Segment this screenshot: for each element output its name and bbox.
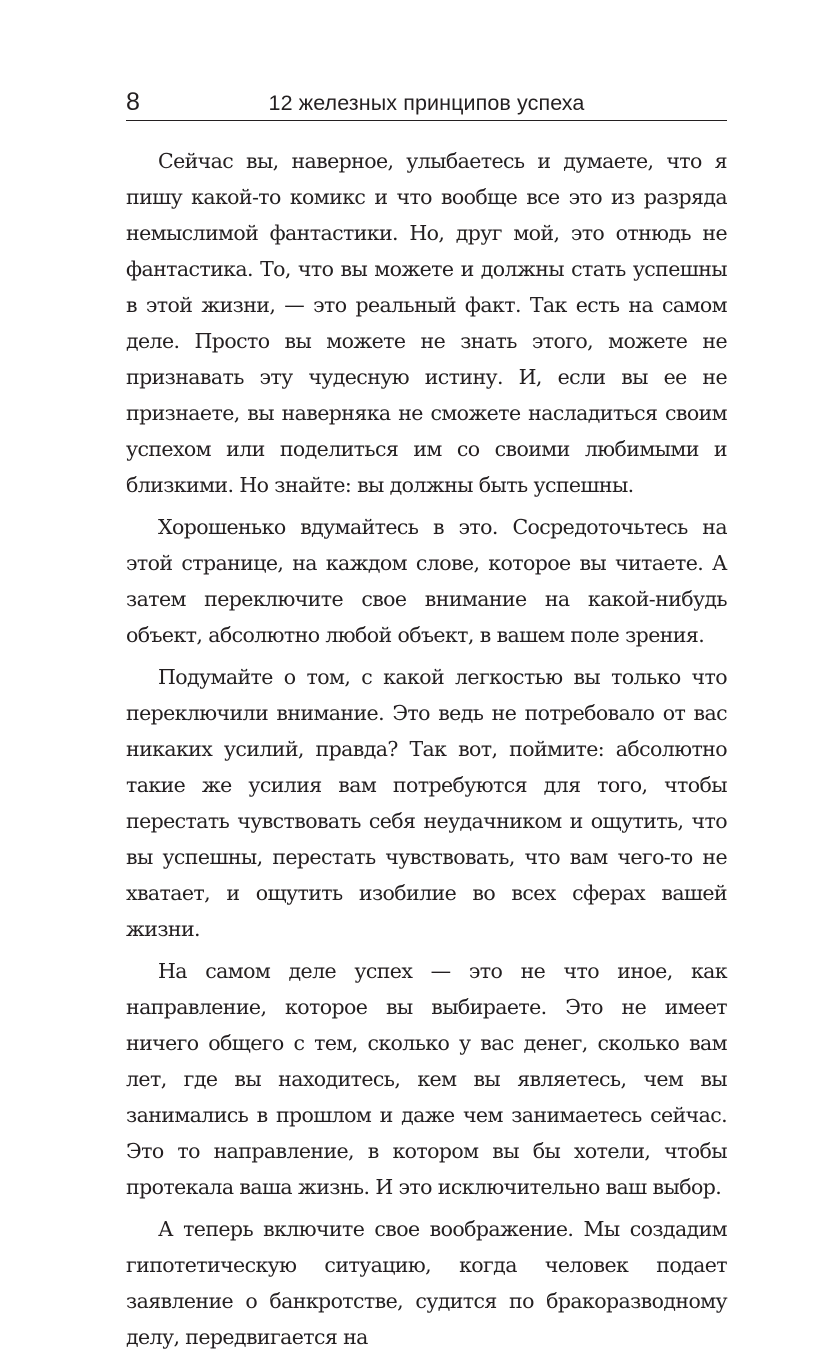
- book-title: 12 железных принципов успеха: [268, 91, 585, 115]
- page-number: 8: [126, 88, 140, 116]
- paragraph: На самом деле успех — это не что иное, как направление, которое вы выбираете. Это не имеет ничего общего с тем, сколько у вас денег, сколько вам лет, где вы находитесь, кем вы являетесь, чем вы занимались в прошлом и даже чем занимаетесь сейчас. Это то направление, в котором вы бы хотели, чтобы протекала ваша жизнь. И это исключительно ваш выбор.: [126, 959, 727, 1199]
- body-text: [126, 143, 727, 1361]
- paragraph: Подумайте о том, с какой легкостью вы только что переключили внимание. Это ведь не потребовало от вас никаких усилий, правда? Так вот, поймите: абсолютно такие же усилия вам потребуются для того, чтобы перестать чувствовать себя неудачником и ощутить, что вы успешны, перестать чувствовать, что вам чего-то не хватает, и ощутить изобилие во всех сферах вашей жизни.: [126, 665, 727, 941]
- running-header: [126, 86, 727, 121]
- paragraph: Хорошенько вдумайтесь в это. Сосредоточьтесь на этой странице, на каждом слове, которое вы читаете. А затем переключите свое внимание на какой-нибудь объект, абсолютно любой объект, в вашем поле зрения.: [126, 515, 727, 647]
- paragraph: А теперь включите свое воображение. Мы создадим гипотетическую ситуацию, когда человек подает заявление о банкротстве, судится по бракоразводному делу, передвигается на: [126, 1217, 727, 1349]
- paragraph: Сейчас вы, наверное, улыбаетесь и думаете, что я пишу какой-то комикс и что вообще все это из разряда немыслимой фантастики. Но, друг мой, это отнюдь не фантастика. То, что вы можете и должны стать успешны в этой жизни, — это реальный факт. Так есть на самом деле. Просто вы можете не знать этого, можете не признавать эту чудесную истину. И, если вы ее не признаете, вы наверняка не сможете насладиться своим успехом или поделиться им со своими любимыми и близкими. Но знайте: вы должны быть успешны.: [126, 149, 727, 497]
